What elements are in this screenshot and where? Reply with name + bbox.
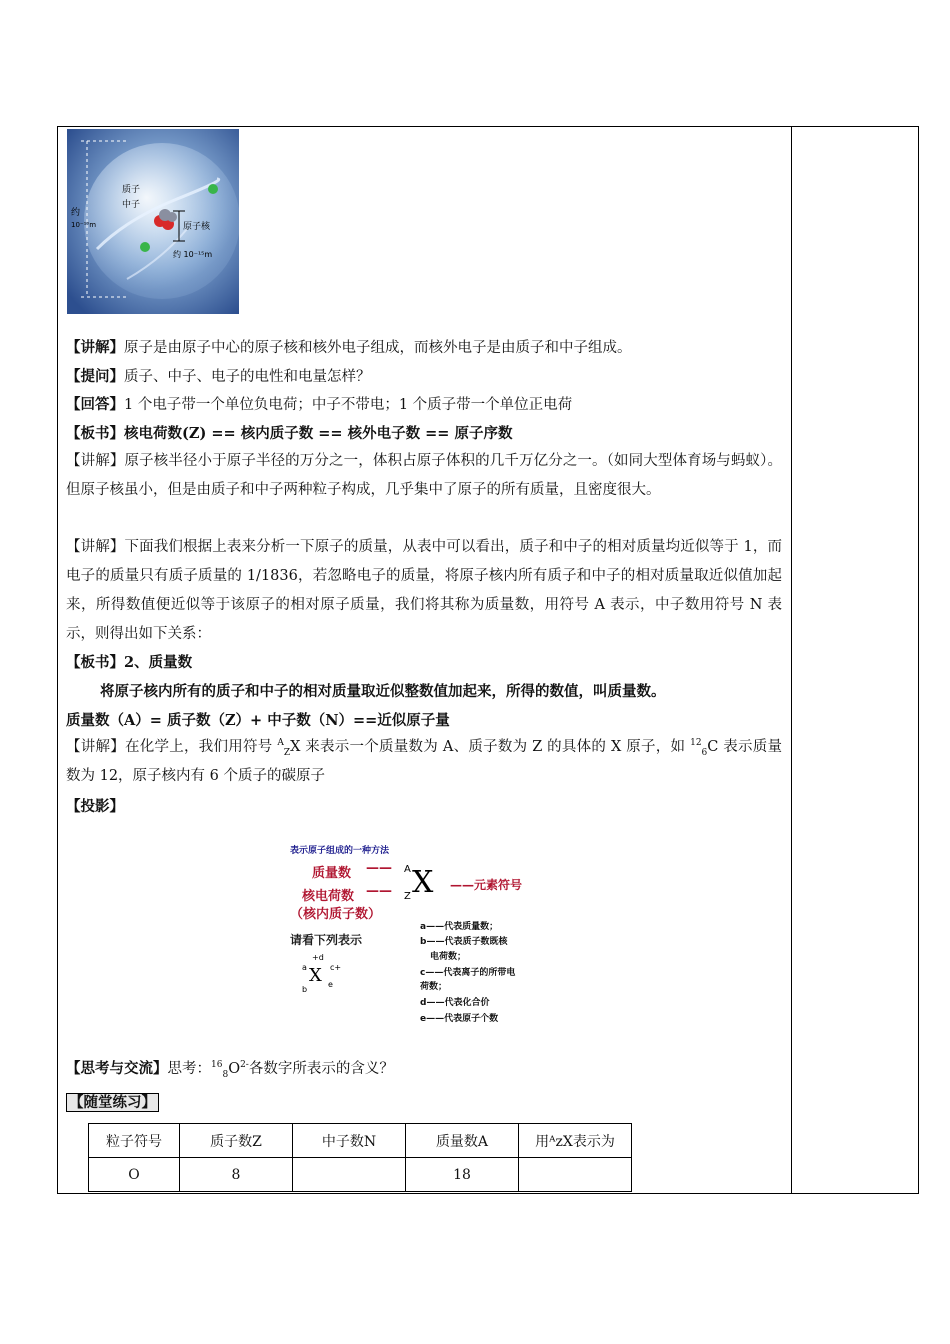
table-header-cell: 中子数N: [293, 1124, 406, 1158]
projection-figure: [290, 843, 550, 1028]
sym-e: e: [328, 980, 333, 989]
projection-line: 【投影】: [66, 798, 124, 815]
legend-a: a——代表质量数；: [420, 922, 499, 932]
electron-dot: [140, 242, 150, 252]
nuclear-charge-label: 核电荷数: [302, 889, 355, 904]
proton-label: 质子: [122, 185, 141, 195]
element-symbol-X: X: [412, 865, 434, 900]
dash: ——: [366, 884, 392, 899]
symbol-A: A: [404, 864, 411, 875]
atom-size-value: 10⁻¹⁰m: [71, 221, 97, 229]
nucleus-label: 原子核: [183, 222, 211, 232]
board-line: 【板书】核电荷数(Z) == 核内质子数 == 核外电子数 == 原子序数: [66, 425, 513, 442]
table-header-cell: 质子数Z: [180, 1124, 293, 1158]
formula-line: 质量数（A）= 质子数（Z）+ 中子数（N）==近似原子量: [66, 712, 450, 729]
table-header-row: [89, 1124, 632, 1158]
sym-b: b: [302, 985, 308, 994]
practice-table: [88, 1123, 632, 1192]
sym-X: X: [309, 965, 322, 986]
table-cell: 18: [406, 1158, 519, 1192]
table-cell: 8: [180, 1158, 293, 1192]
atom-structure-figure: [67, 129, 239, 314]
legend-c-cont: 荷数；: [420, 982, 448, 992]
table-cell-input[interactable]: [293, 1158, 406, 1192]
symbol-Z: Z: [404, 891, 411, 902]
dash: ——: [366, 861, 392, 876]
atom-size-label: 约: [71, 208, 81, 218]
table-header-cell: 质量数A: [406, 1124, 519, 1158]
table-header-cell: 粒子符号: [89, 1124, 180, 1158]
table-row: [89, 1158, 632, 1192]
projection-title: 表示原子组成的一种方法: [290, 846, 390, 856]
practice-heading: 【随堂练习】: [66, 1093, 159, 1113]
legend-e: e——代表原子个数: [420, 1014, 499, 1024]
nucleus-size-label: 约 10⁻¹⁵m: [173, 250, 213, 259]
board-line: 【板书】2、质量数: [66, 654, 193, 671]
element-symbol-label: ——元素符号: [450, 878, 523, 892]
discussion-line: 【思考与交流】思考：$^{16}_8O^{2-}$各数字所表示的含义？: [66, 1060, 394, 1080]
see-below-label: 请看下列表示: [290, 933, 363, 947]
column-divider: [791, 127, 792, 1193]
table-cell-input[interactable]: [519, 1158, 632, 1192]
lecture-paragraph: 【讲解】在化学上，我们用符号 $^A_Z$X 来表示一个质量数为 A、质子数为 Z 的具体的 X 原子，如 $^{12}_6$C 表示质量数为 12，原子核内有 6 个质子的碳原子: [66, 738, 782, 784]
lecture-line: 【讲解】原子是由原子中心的原子核和核外电子组成，而核外电子是由质子和中子组成。: [66, 339, 632, 356]
question-line: 【提问】质子、中子、电子的电性和电量怎样？: [66, 368, 371, 385]
sym-a: a: [302, 963, 307, 972]
proton-count-label: （核内质子数）: [290, 907, 382, 922]
neutron-label: 中子: [122, 200, 141, 210]
legend-b: b——代表质子数既核: [420, 937, 508, 947]
sym-c: c+: [330, 963, 342, 972]
legend-d: d——代表化合价: [420, 998, 490, 1008]
answer-line: 【回答】1 个电子带一个单位负电荷；中子不带电；1 个质子带一个单位正电荷: [66, 396, 573, 413]
lecture-paragraph: 【讲解】下面我们根据上表来分析一下原子的质量，从表中可以看出，质子和中子的相对质量均近似等于 1，而电子的质量只有质子质量的 1/1836，若忽略电子的质量，将原子核内所有质子和中子的相对质量取近似值加起来，所得数值便近似等于该原子的相对原子质量，我们将其称为质量数，用符号 A 表示，中子数用符号 N 表示，则得出如下关系：: [66, 539, 782, 642]
mass-number-label: 质量数: [312, 866, 352, 881]
legend-b-cont: 电荷数；: [430, 952, 467, 962]
lesson-frame: [57, 126, 919, 1194]
sym-d: +d: [312, 953, 324, 962]
electron-dot: [208, 184, 218, 194]
table-header-cell: 用ᴬzX表示为: [519, 1124, 632, 1158]
neutron-ball: [167, 212, 177, 222]
table-cell: O: [89, 1158, 180, 1192]
legend-c: c——代表离子的所带电: [420, 968, 516, 978]
definition-line: 将原子核内所有的质子和中子的相对质量取近似整数值加起来，所得的数值，叫质量数。: [100, 683, 666, 700]
lecture-paragraph: 【讲解】原子核半径小于原子半径的万分之一，体积占原子体积的几千万亿分之一。（如同大型体育场与蚂蚁）。但原子核虽小，但是由质子和中子两种粒子构成，几乎集中了原子的所有质量，且密度很大。: [66, 453, 782, 498]
